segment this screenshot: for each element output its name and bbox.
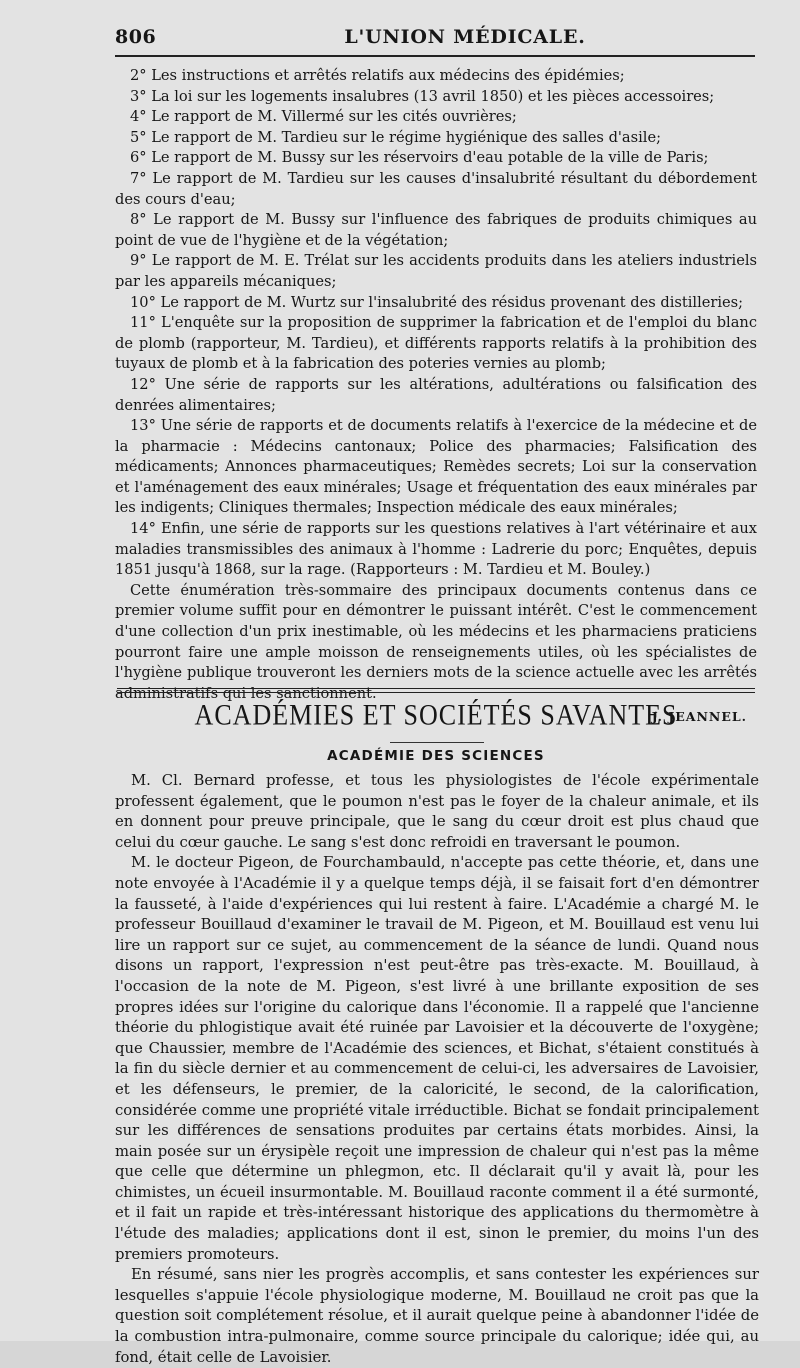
list-item: 14° Enfin, une série de rapports sur les questions relatives à l'art vétérinaire et aux maladies transmissibles des animaux à l'homme : Ladrerie du porc; Enquêtes, depuis 1851 jusqu'à 1868, sur la rage. (Rapporteurs : M. Tardieu et M. Bouley.) (115, 520, 757, 579)
list-item: 5° Le rapport de M. Tardieu sur le régime hygiénique des salles d'asile; (130, 128, 661, 146)
list-item: 3° La loi sur les logements insalubres (13 avril 1850) et les pièces accessoires; (130, 87, 715, 105)
header-rule (115, 55, 755, 57)
list-item: 9° Le rapport de M. E. Trélat sur les accidents produits dans les ateliers industriels par les appareils mécaniques; (115, 252, 757, 290)
list-item: 6° Le rapport de M. Bussy sur les réservoirs d'eau potable de la ville de Paris; (130, 149, 709, 167)
list-item: 7° Le rapport de M. Tardieu sur les causes d'insalubrité résultant du débordement des cours d'eau; (115, 169, 757, 208)
list-item: 2° Les instructions et arrêtés relatifs aux médecins des épidémies; (130, 67, 625, 84)
section-divider (117, 688, 755, 693)
article-paragraph: En résumé, sans nier les progrès accomplis, et sans contester les expériences sur lesquelles s'appuie l'école physiologique moderne, M. Bouillaud ne croit pas que la question soit complétement résolue, et il aurait quelque peine à abandonner l'idée de la combustion intra-pulmonaire, comme source principale du calorique; idée qui, au fond, était celle de Lavoisier. (115, 1266, 759, 1366)
list-item: 4° Le rapport de M. Villermé sur les cités ouvrières; (130, 108, 517, 126)
report-list (115, 66, 757, 728)
list-item: 13° Une série de rapports et de documents relatifs à l'exercice de la médecine et de la pharmacie : Médecins cantonaux; Police des pharmacies; Falsification des médicaments; Annonces pharmaceutiques; Remèdes secrets; Loi sur la conservation et l'aménagement des eaux minérales; Usage et fréquentation des eaux minérales par les indigents; Cliniques thermales; Inspection médicale des eaux minérales; (115, 417, 757, 517)
page-number: 806 (115, 26, 157, 48)
page-header (115, 24, 755, 54)
conclusion-paragraph: Cette énumération très-sommaire des principaux documents contenus dans ce premier volume suffit pour en démontrer le puissant intérêt. C'est le commencement d'une collection d'un prix inestimable, où les médecins et les pharmaciens praticiens pourront faire une ample moisson de renseignements utiles, où les spécialistes de l'hygiène publique trouveront les derniers mots de la science actuelle avec les arrêtés administratifs qui les sanctionnent. (115, 581, 757, 702)
article-paragraph: M. le docteur Pigeon, de Fourchambauld, n'accepte pas cette théorie, et, dans une note envoyée à l'Académie il y a quelque temps déjà, il se faisait fort d'en démontrer la fausseté, à l'aide d'expériences qui lui restent à faire. L'Académie a chargé M. le professeur Bouillaud d'examiner le travail de M. Pigeon, et M. Bouillaud est venu lui lire un rapport sur ce sujet, au commencement de la séance de lundi. Quand nous disons un rapport, l'expression n'est peut-être pas très-exacte. M. Bouillaud, à l'occasion de la note de M. Pigeon, s'est livré à une brillante exposition de ses propres idées sur l'origine du calorique dans l'économie. Il a rappelé que l'ancienne théorie du phlogistique avait été ruinée par Lavoisier et la découverte de l'oxygène; que Chaussier, membre de l'Académie des sciences, et Bichat, s'étaient constitués à la fin du siècle dernier et au commencement de celui-ci, les adversaires de Lavoisier, et les défenseurs, le premier, de la caloricité, le second, de la calorification, considérée comme une propriété vitale irréductible. Bichat se fondait principalement sur les différences de sensations produites par certains états morbides. Ainsi, la main posée sur un érysipèle reçoit une impression de chaleur qui n'est pas la même que celle que détermine un phlegmon, etc. Il déclarait qu'il y avait là, pour les chimistes, un écueil insurmontable. M. Bouillaud raconte comment il a été surmonté, et il fait un rapide et très-intéressant historique des applications du thermomètre à l'étude des maladies; applications dont il est, sinon le premier, du moins l'un des premiers promoteurs. (115, 854, 759, 1263)
article-body (115, 771, 759, 1368)
article-paragraph: M. Cl. Bernard professe, et tous les physiologistes de l'école expérimentale professent également, que le poumon n'est pas le foyer de la chaleur animale, et ils en donnent pour preuve principale, que le sang du cœur droit est plus chaud que celui du cœur gauche. Le sang s'est donc refroidi en traversant le poumon. (115, 772, 759, 851)
list-item: 10° Le rapport de M. Wurtz sur l'insalubrité des résidus provenant des distilleries; (130, 293, 744, 311)
author-signature: J. JEANNEL. (651, 709, 747, 725)
section-title: ACADÉMIES ET SOCIÉTÉS SAVANTES (194, 698, 678, 732)
subsection-title: ACADÉMIE DES SCIENCES (327, 748, 545, 764)
list-item: 8° Le rapport de M. Bussy sur l'influence des fabriques de produits chimiques au point de vue de l'hygiène et de la végétation; (115, 211, 757, 249)
title-rule (390, 742, 484, 743)
running-title: L'UNION MÉDICALE. (344, 26, 586, 48)
list-item: 11° L'enquête sur la proposition de supprimer la fabrication et de l'emploi du blanc de plomb (rapporteur, M. Tardieu), et différents rapports relatifs à la prohibition des tuyaux de plomb et à la fabrication des poteries vernies au plomb; (115, 314, 757, 373)
list-item: 12° Une série de rapports sur les altérations, adultérations ou falsification des denrées alimentaires; (115, 375, 757, 414)
